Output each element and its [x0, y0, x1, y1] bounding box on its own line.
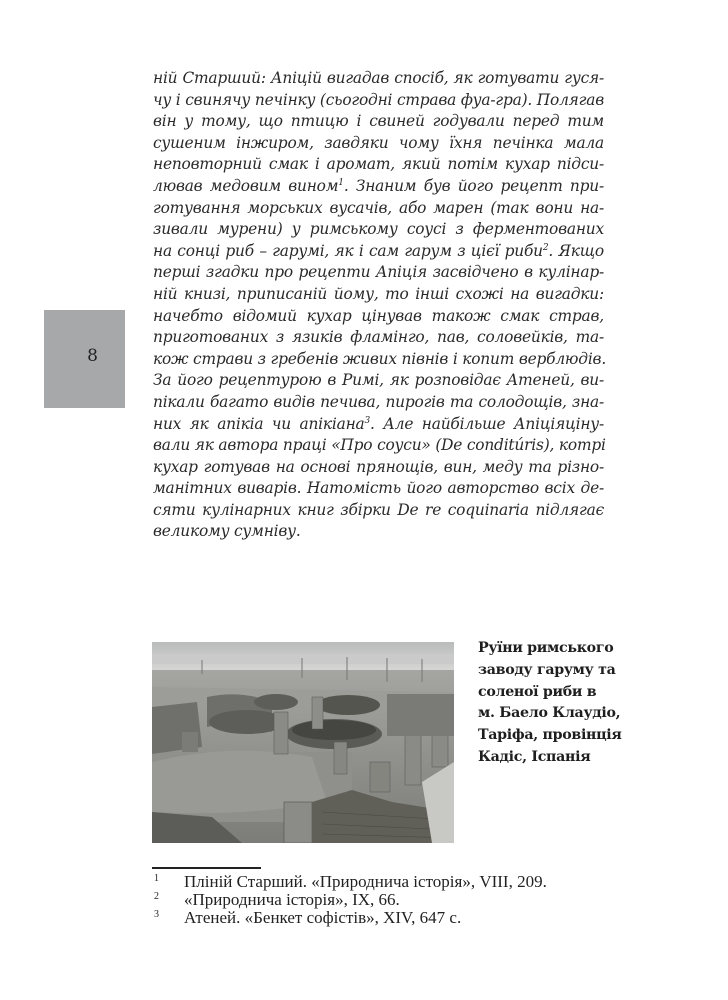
- body-line: [153, 327, 604, 349]
- body-line: [153, 241, 604, 263]
- footnote-text: Атеней. «Бенкет софістів», XIV, 647 с.: [184, 908, 462, 928]
- footnote-text: «Природнича історія», IX, 66.: [184, 890, 400, 910]
- body-line-text: великому сумніву.: [153, 522, 301, 541]
- body-line-text: вали як автора праці «Про соуси» (De conditúris), котрі: [153, 436, 606, 455]
- body-line-text: сяти кулінарних книг збірки De re coquinaria підлягає: [153, 500, 604, 519]
- body-line: [153, 414, 604, 436]
- body-line-text: лював медовим вином: [153, 176, 339, 195]
- footnote-number: 1: [154, 873, 159, 884]
- body-text: [153, 68, 607, 543]
- body-line-text: перші згадки про рецепти Апіція засвідчено в кулінар-: [153, 263, 604, 282]
- footnote-separator: [152, 867, 261, 869]
- body-line: [153, 457, 604, 479]
- page-number: 8: [87, 346, 98, 366]
- ruins-photo: [152, 642, 454, 843]
- body-line: [153, 133, 604, 155]
- body-line: [153, 219, 604, 241]
- body-line: [153, 478, 604, 500]
- body-line-text: кож страви з гребенів живих півнів і копит верблюдів.: [153, 349, 607, 368]
- footnote-number: 2: [154, 891, 159, 903]
- body-line: [153, 154, 604, 176]
- body-line-text: сушеним інжиром, завдяки чому їхня печінка мала: [153, 133, 604, 152]
- caption-line: м. Баело Клаудіо,: [478, 705, 621, 722]
- body-line: [153, 306, 604, 328]
- body-line-text: . Якщо: [548, 241, 604, 260]
- body-line-text: на сонці риб – гарумі, як і сам гарум з цієї риби: [153, 241, 543, 260]
- caption-line: Таріфа, провінція: [478, 727, 622, 744]
- caption-line: Кадіс, Іспанія: [478, 748, 591, 765]
- body-line: [153, 349, 607, 371]
- body-line-text: готування морських вусачів, або марен (так вони на-: [153, 198, 604, 217]
- body-line-text: За його рецептурою в Римі, як розповідає Атеней, ви-: [153, 371, 604, 390]
- footnote: [152, 873, 612, 891]
- body-line-text: них як апікіа чи апікіана: [153, 414, 365, 433]
- body-line: [153, 176, 604, 198]
- ruins-photo-image: [152, 642, 454, 843]
- body-line: [153, 262, 604, 284]
- footnote-number: 3: [154, 909, 159, 921]
- body-line-text: зивали мурени) у римському соусі з ферментованих: [153, 220, 604, 239]
- body-line-text: приготованих з язиків фламінго, пав, соловейків, та-: [153, 328, 604, 347]
- footnotes: [152, 873, 612, 928]
- body-line: [153, 198, 604, 220]
- body-line-text: начебто відомий кухар цінував також смак страв,: [153, 306, 604, 325]
- body-line: [153, 392, 604, 414]
- footnote: [152, 909, 612, 927]
- footnote-reference[interactable]: 1: [338, 177, 344, 188]
- body-line: [153, 90, 604, 112]
- body-line: [153, 521, 604, 543]
- figure-caption: [478, 638, 648, 769]
- body-line: [153, 370, 604, 392]
- page-number-tab: [44, 310, 125, 408]
- caption-line: заводу гаруму та: [478, 661, 616, 678]
- body-line: [153, 68, 604, 90]
- caption-line: Руїни римського: [478, 640, 614, 656]
- body-line-text: пікали багато видів печива, пирогів та солодощів, зна-: [153, 392, 604, 411]
- body-line-text: чу і свинячу печінку (сьогодні страва фуа-гра). Полягав: [153, 90, 604, 109]
- body-line-text: . Але найбільше Апіціяціну-: [370, 414, 604, 433]
- body-line: [153, 500, 604, 522]
- body-line: [153, 111, 604, 133]
- body-line: [153, 284, 604, 306]
- body-line-text: він у тому, що птицю і свиней годували перед тим: [153, 112, 604, 131]
- footnote-reference[interactable]: 3: [364, 415, 371, 426]
- body-line-text: кухар готував на основі прянощів, вин, меду та різно-: [153, 457, 604, 476]
- body-line-text: ній книзі, приписаній йому, то інші схожі на вигадки:: [153, 284, 604, 303]
- body-line: [153, 435, 604, 457]
- footnote-text: Пліній Старший. «Природнича історія», VIII, 209.: [184, 872, 547, 891]
- body-line-text: . Знаним був його рецепт при-: [343, 176, 604, 195]
- body-line-text: неповторний смак і аромат, який потім кухар підси-: [153, 155, 604, 174]
- footnote-reference[interactable]: 2: [542, 242, 549, 253]
- footnote: [152, 891, 612, 909]
- caption-line: соленої риби в: [478, 683, 597, 700]
- body-line-text: ній Старший: Апіцій вигадав спосіб, як готувати гуся-: [153, 69, 604, 87]
- body-line-text: манітних виварів. Натомість його авторство всіх де-: [153, 479, 604, 498]
